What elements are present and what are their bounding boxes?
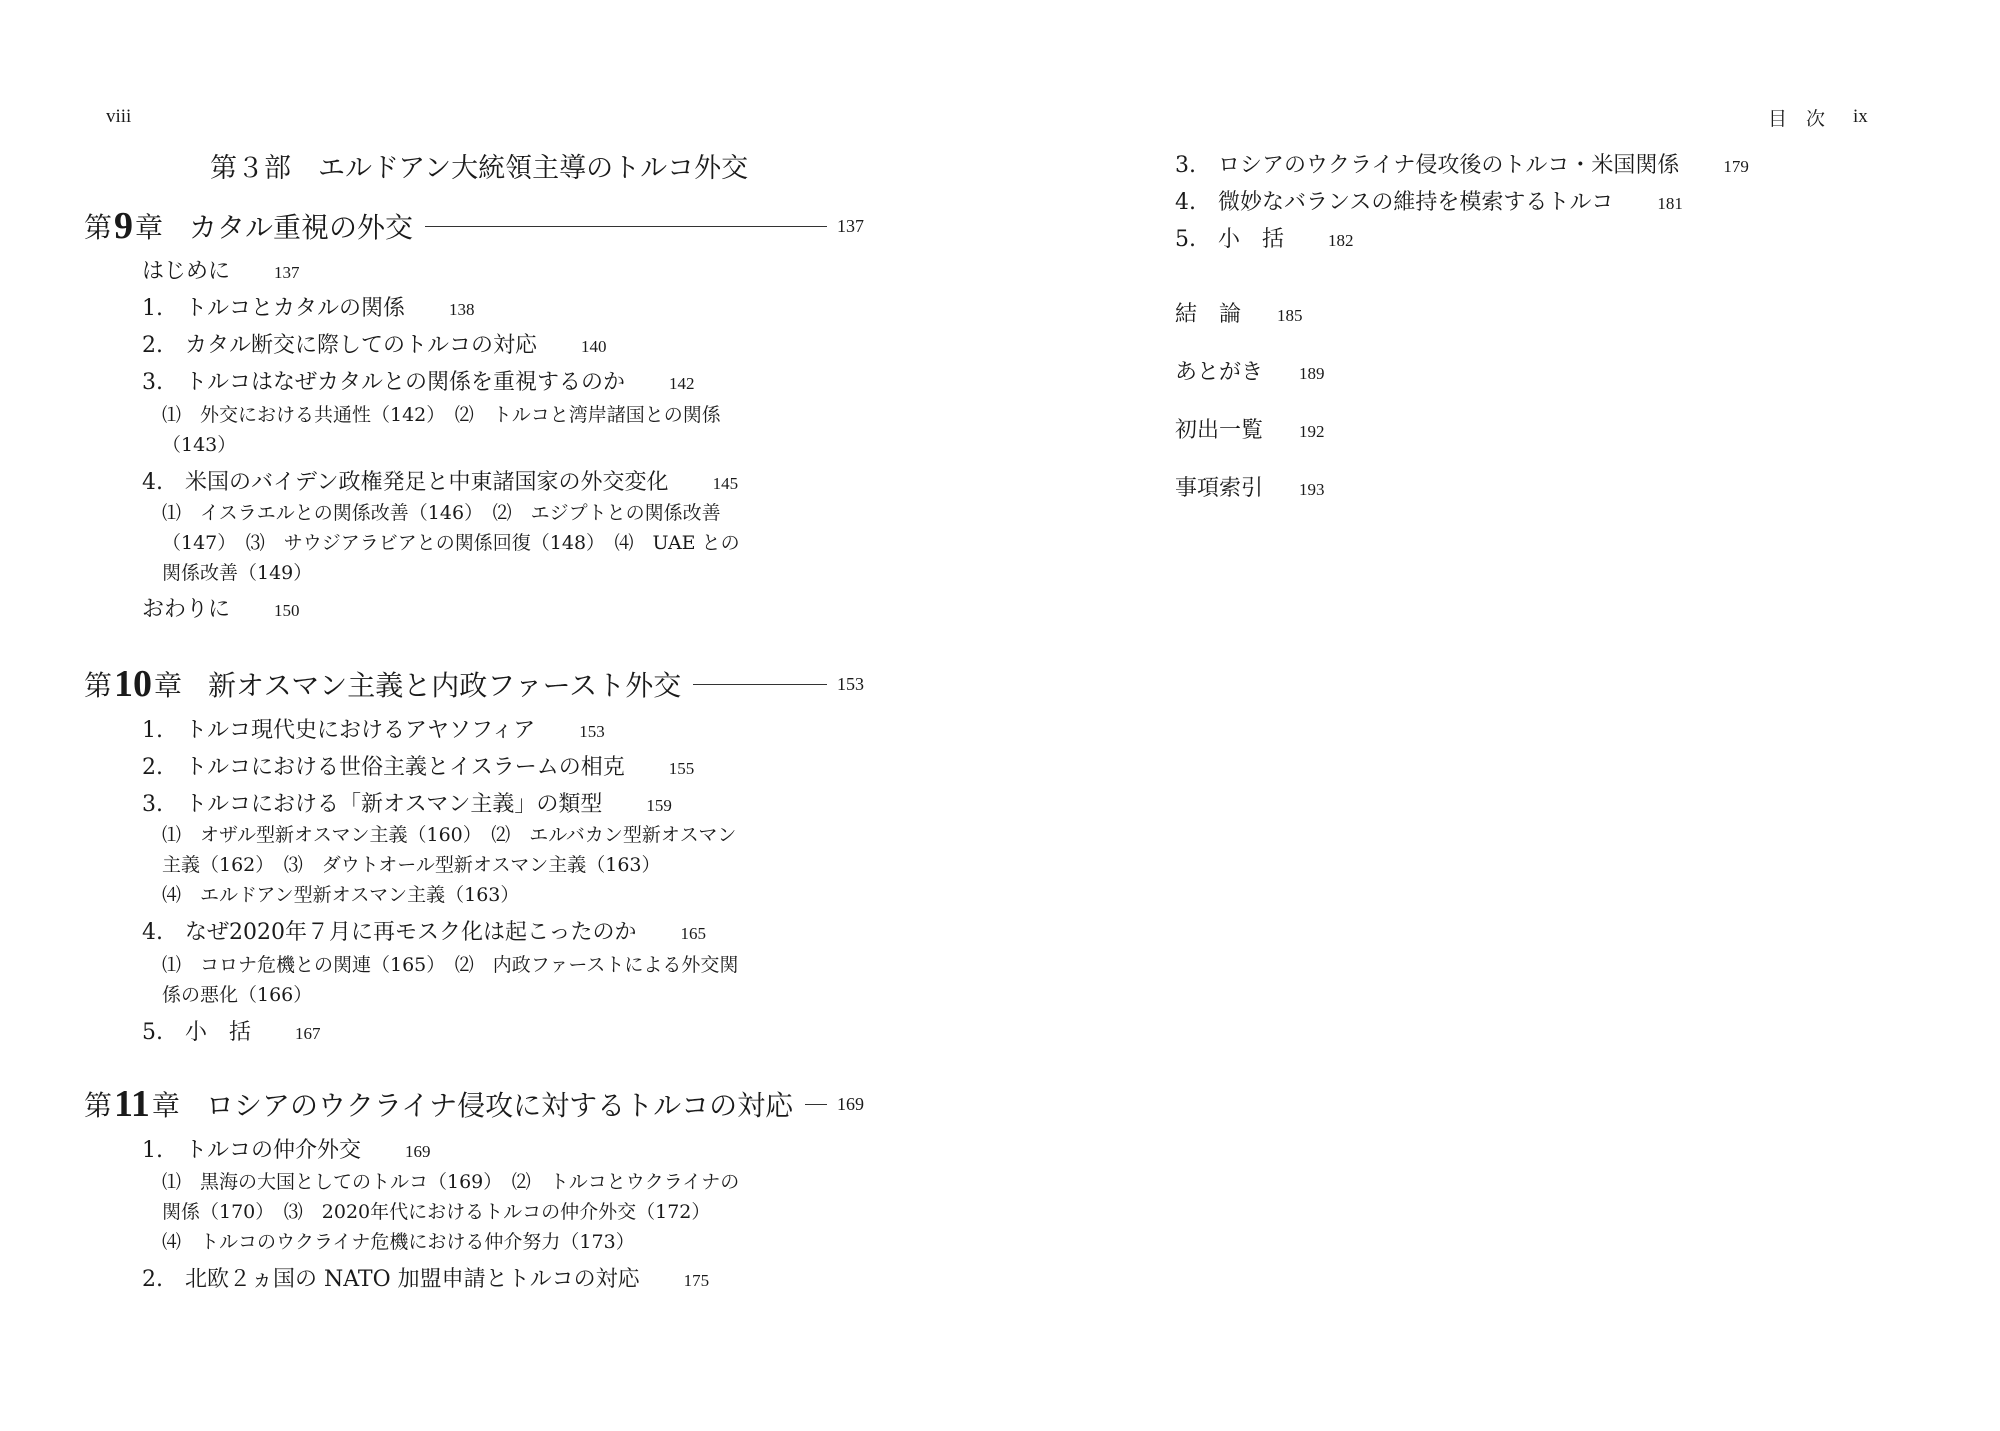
entry-label: 1. トルコの仲介外交: [142, 1138, 361, 1163]
toc-entry[interactable]: [142, 291, 475, 322]
entry-label: 5. 小 括: [142, 1020, 251, 1045]
subsection-line: 係の悪化（166）: [162, 984, 313, 1006]
subsection-line: （143）: [162, 434, 237, 456]
chapter-suffix: 章: [154, 669, 183, 702]
toc-entry[interactable]: [1175, 148, 1749, 179]
entry-page: 145: [712, 474, 739, 493]
entry-page: 138: [449, 300, 475, 319]
toc-entry[interactable]: [1175, 185, 1683, 216]
toc-entry[interactable]: [142, 787, 672, 818]
back-matter-entry[interactable]: [1175, 471, 1325, 502]
toc-entry[interactable]: [142, 592, 300, 623]
left-page-number: viii: [106, 106, 132, 127]
subsection-list: [162, 498, 740, 588]
toc-entry[interactable]: [142, 713, 605, 744]
chapter-9-heading[interactable]: [84, 204, 864, 248]
back-matter-entry[interactable]: [1175, 297, 1303, 328]
entry-label: はじめに: [142, 259, 231, 284]
subsection-line: ⑴ オザル型新オスマン主義（160） ⑵ エルバカン型新オスマン: [162, 824, 737, 846]
toc-entry[interactable]: [142, 254, 300, 285]
entry-label: 1. トルコ現代史におけるアヤソフィア: [142, 718, 536, 743]
chapter-prefix: 第: [84, 211, 113, 244]
entry-label: 4. 米国のバイデン政権発足と中東諸国家の外交変化: [142, 470, 669, 495]
toc-entry[interactable]: [142, 1262, 709, 1293]
entry-label: 3. トルコはなぜカタルとの関係を重視するのか: [142, 370, 625, 395]
subsection-line: ⑴ 黒海の大国としてのトルコ（169） ⑵ トルコとウクライナの: [162, 1171, 740, 1193]
entry-page: 150: [274, 601, 300, 620]
chapter-prefix: 第: [84, 1089, 113, 1122]
back-matter-entry[interactable]: [1175, 413, 1325, 444]
subsection-list: [162, 820, 736, 910]
subsection-line: 関係改善（149）: [162, 562, 313, 584]
chapter-title: 新オスマン主義と内政ファースト外交: [208, 669, 682, 702]
entry-label: 3. ロシアのウクライナ侵攻後のトルコ・米国関係: [1175, 153, 1680, 178]
toc-entry[interactable]: [142, 1133, 431, 1164]
entry-page: 153: [579, 722, 605, 741]
chapter-10-heading[interactable]: [84, 662, 864, 706]
chapter-page: 153: [837, 673, 864, 694]
toc-entry[interactable]: [142, 365, 695, 396]
entry-label: 事項索引: [1175, 476, 1264, 501]
entry-page: 165: [680, 924, 707, 943]
toc-entry[interactable]: [142, 1015, 321, 1046]
entry-page: 182: [1328, 231, 1354, 250]
leader-line: [805, 1104, 827, 1105]
subsection-list: [162, 1167, 739, 1257]
entry-label: 結 論: [1175, 302, 1242, 327]
entry-label: 4. なぜ2020年７月に再モスク化は起こったのか: [142, 920, 637, 945]
entry-page: 193: [1299, 480, 1325, 499]
entry-label: 2. カタル断交に際してのトルコの対応: [142, 333, 537, 358]
entry-label: おわりに: [142, 597, 231, 622]
chapter-page: 137: [837, 215, 864, 236]
subsection-line: ⑴ イスラエルとの関係改善（146） ⑵ エジプトとの関係改善: [162, 502, 721, 524]
entry-label: 2. トルコにおける世俗主義とイスラームの相克: [142, 755, 625, 780]
subsection-list: [162, 400, 721, 460]
subsection-line: （147） ⑶ サウジアラビアとの関係回復（148） ⑷ UAE との: [162, 532, 740, 554]
entry-page: 192: [1299, 422, 1325, 441]
entry-page: 167: [295, 1024, 321, 1043]
chapter-suffix: 章: [151, 1089, 180, 1122]
entry-page: 169: [405, 1142, 431, 1161]
entry-page: 140: [581, 337, 607, 356]
subsection-line: ⑴ コロナ危機との関連（165） ⑵ 内政ファーストによる外交関: [162, 954, 739, 976]
chapter-page: 169: [837, 1093, 864, 1114]
part-title: 第３部 エルドアン大統領主導のトルコ外交: [210, 153, 749, 184]
toc-entry[interactable]: [142, 465, 738, 496]
chapter-number: 9: [114, 205, 134, 247]
entry-label: 5. 小 括: [1175, 227, 1284, 252]
subsection-line: 関係（170） ⑶ 2020年代におけるトルコの仲介外交（172）: [162, 1201, 711, 1223]
subsection-line: ⑴ 外交における共通性（142） ⑵ トルコと湾岸諸国との関係: [162, 404, 721, 426]
toc-entry[interactable]: [1175, 222, 1354, 253]
chapter-11-heading[interactable]: [84, 1082, 864, 1126]
chapter-number: 11: [114, 1083, 150, 1125]
entry-label: 4. 微妙なバランスの維持を模索するトルコ: [1175, 190, 1614, 215]
right-page-number: ix: [1853, 106, 1868, 127]
chapter-prefix: 第: [84, 669, 113, 702]
toc-entry[interactable]: [142, 328, 607, 359]
subsection-line: ⑷ トルコのウクライナ危機における仲介努力（173）: [162, 1231, 635, 1253]
toc-entry[interactable]: [142, 750, 694, 781]
entry-page: 189: [1299, 364, 1325, 383]
entry-page: 159: [646, 796, 672, 815]
chapter-title: カタル重視の外交: [189, 211, 414, 244]
entry-page: 175: [683, 1271, 710, 1290]
entry-label: 1. トルコとカタルの関係: [142, 296, 405, 321]
chapter-title: ロシアのウクライナ侵攻に対するトルコの対応: [205, 1089, 794, 1122]
chapter-number: 10: [114, 663, 153, 705]
entry-page: 179: [1723, 157, 1749, 176]
leader-line: [693, 684, 827, 685]
chapter-suffix: 章: [135, 211, 164, 244]
entry-page: 155: [668, 759, 695, 778]
subsection-line: 主義（162） ⑶ ダウトオール型新オスマン主義（163）: [162, 854, 661, 876]
entry-page: 185: [1277, 306, 1303, 325]
back-matter-entry[interactable]: [1175, 355, 1325, 386]
subsection-list: [162, 950, 738, 1010]
entry-page: 181: [1657, 194, 1683, 213]
entry-label: 3. トルコにおける「新オスマン主義」の類型: [142, 792, 603, 817]
entry-page: 137: [274, 263, 300, 282]
running-head: 目 次: [1768, 108, 1826, 130]
entry-label: 2. 北欧２ヵ国の NATO 加盟申請とトルコの対応: [142, 1267, 640, 1292]
toc-entry[interactable]: [142, 915, 706, 946]
leader-line: [425, 226, 827, 227]
entry-label: あとがき: [1175, 360, 1264, 385]
entry-label: 初出一覧: [1175, 418, 1264, 443]
subsection-line: ⑷ エルドアン型新オスマン主義（163）: [162, 884, 520, 906]
entry-page: 142: [669, 374, 695, 393]
